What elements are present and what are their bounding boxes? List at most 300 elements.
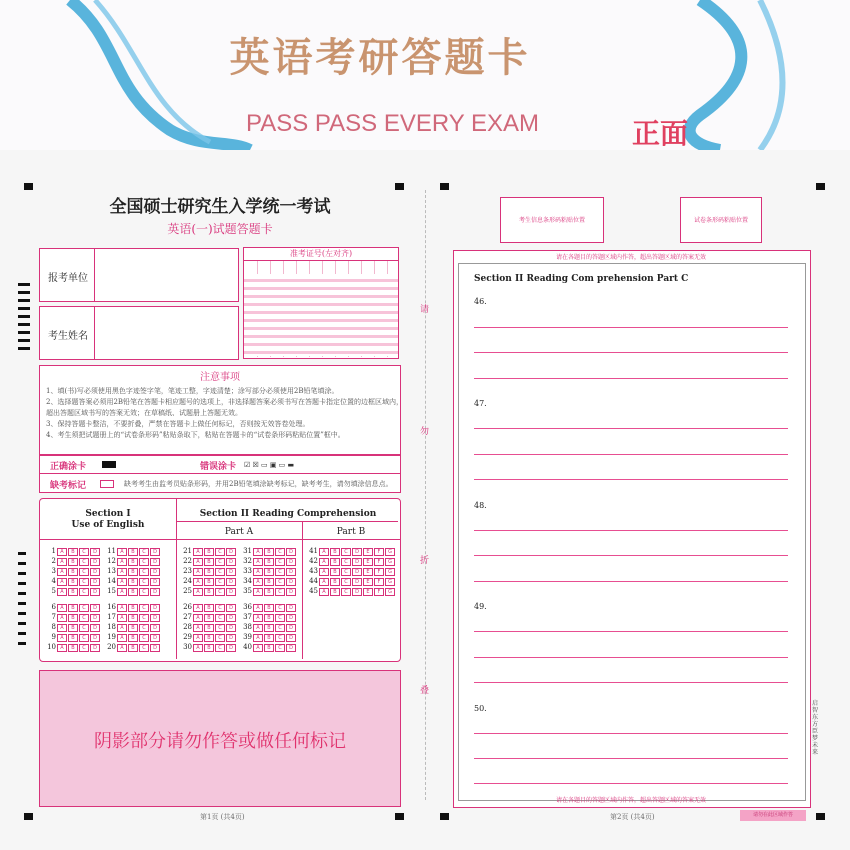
option-bubble[interactable]: A — [253, 604, 263, 612]
option-bubble[interactable]: B — [128, 644, 138, 652]
question-row[interactable] — [104, 603, 160, 612]
option-bubble[interactable]: G — [385, 568, 395, 576]
option-bubble[interactable]: C — [215, 644, 225, 652]
option-bubble[interactable]: C — [79, 558, 89, 566]
option-bubble[interactable]: B — [264, 604, 274, 612]
option-bubble[interactable]: D — [352, 588, 362, 596]
option-bubble[interactable]: D — [150, 578, 160, 586]
question-row[interactable] — [44, 643, 100, 652]
option-bubble[interactable]: C — [79, 588, 89, 596]
option-bubble[interactable]: C — [275, 644, 285, 652]
option-bubble[interactable]: B — [204, 568, 214, 576]
fold-char: 折 — [420, 556, 430, 566]
option-bubble[interactable]: A — [253, 634, 263, 642]
option-bubble[interactable]: A — [117, 558, 127, 566]
question-row[interactable] — [180, 587, 236, 596]
id-bubbles[interactable] — [244, 274, 398, 356]
option-bubble[interactable]: B — [204, 588, 214, 596]
fill-samples — [39, 455, 401, 493]
option-bubble[interactable]: C — [79, 614, 89, 622]
top-warning: 请在各题目的答题区域内作答，超出答题区域的答案无效 — [555, 254, 706, 261]
option-bubble[interactable]: A — [117, 614, 127, 622]
question-row[interactable] — [180, 643, 236, 652]
option-bubble[interactable]: B — [204, 624, 214, 632]
option-bubble[interactable]: C — [79, 634, 89, 642]
question-row[interactable] — [44, 587, 100, 596]
question-row[interactable] — [180, 613, 236, 622]
option-bubble[interactable]: F — [374, 548, 384, 556]
option-bubble[interactable]: A — [57, 548, 67, 556]
option-bubble[interactable]: D — [150, 568, 160, 576]
option-bubble[interactable]: B — [264, 588, 274, 596]
option-bubble[interactable]: B — [128, 614, 138, 622]
answer-line[interactable] — [474, 581, 788, 582]
question-row[interactable] — [44, 603, 100, 612]
option-bubble[interactable]: A — [117, 578, 127, 586]
option-bubble[interactable]: B — [204, 578, 214, 586]
question-row[interactable] — [44, 547, 100, 556]
option-bubble[interactable]: A — [193, 588, 203, 596]
option-bubble[interactable]: C — [139, 568, 149, 576]
question-row[interactable] — [240, 613, 296, 622]
name-field[interactable] — [39, 306, 239, 360]
option-bubble[interactable]: A — [57, 588, 67, 596]
note-line: 2、选择题答案必须用2B铅笔在答题卡相应题号的选项上，非选择题答案必须书写在答题卡指定位置的边框区域内， — [46, 398, 404, 406]
answer-line[interactable] — [474, 631, 788, 632]
option-bubble[interactable]: B — [204, 558, 214, 566]
answer-line[interactable] — [474, 783, 788, 784]
question-row[interactable] — [240, 567, 296, 576]
option-bubble[interactable]: C — [215, 568, 225, 576]
option-bubble[interactable]: B — [128, 578, 138, 586]
option-bubble[interactable]: C — [139, 588, 149, 596]
option-bubble[interactable]: D — [90, 604, 100, 612]
question-row[interactable] — [180, 577, 236, 586]
exam-id-grid[interactable] — [243, 247, 399, 359]
option-bubble[interactable]: C — [139, 624, 149, 632]
question-row[interactable] — [104, 633, 160, 642]
divider — [40, 473, 400, 474]
question-number: 11 — [107, 547, 116, 555]
option-bubble[interactable]: B — [264, 548, 274, 556]
section1-subtitle: Use of English — [71, 520, 145, 530]
option-bubble[interactable]: B — [204, 548, 214, 556]
option-bubble[interactable]: B — [264, 568, 274, 576]
option-bubble[interactable]: A — [117, 604, 127, 612]
question-number: 46. — [474, 297, 487, 306]
timing-mark — [18, 612, 26, 615]
option-bubble[interactable]: C — [215, 558, 225, 566]
option-bubble[interactable]: D — [226, 614, 236, 622]
option-bubble[interactable]: A — [57, 634, 67, 642]
option-bubble[interactable]: D — [226, 558, 236, 566]
question-row[interactable] — [44, 557, 100, 566]
option-bubble[interactable]: B — [128, 634, 138, 642]
option-bubble[interactable]: A — [117, 548, 127, 556]
option-bubble[interactable]: A — [117, 634, 127, 642]
option-bubble[interactable]: A — [193, 614, 203, 622]
option-bubble[interactable]: B — [68, 568, 78, 576]
question-row[interactable] — [240, 587, 296, 596]
option-bubble[interactable]: A — [253, 588, 263, 596]
option-bubble[interactable]: D — [352, 578, 362, 586]
question-number: 41 — [309, 547, 318, 555]
option-bubble[interactable]: B — [128, 558, 138, 566]
option-bubble[interactable]: C — [79, 624, 89, 632]
option-bubble[interactable]: E — [363, 588, 373, 596]
question-row[interactable] — [306, 567, 395, 576]
question-row[interactable] — [180, 603, 236, 612]
question-row[interactable] — [44, 633, 100, 642]
option-bubble[interactable]: A — [193, 634, 203, 642]
absent-mark-box[interactable] — [100, 480, 114, 488]
question-row[interactable] — [240, 633, 296, 642]
question-row[interactable] — [306, 577, 395, 586]
option-bubble[interactable]: B — [68, 604, 78, 612]
divider — [302, 521, 303, 659]
answer-line[interactable] — [474, 530, 788, 531]
question-number: 45 — [309, 587, 318, 595]
question-row[interactable] — [306, 587, 395, 596]
option-bubble[interactable]: D — [226, 634, 236, 642]
option-bubble[interactable]: D — [150, 558, 160, 566]
question-row[interactable] — [180, 557, 236, 566]
option-bubble[interactable]: D — [226, 588, 236, 596]
option-bubble[interactable]: A — [57, 624, 67, 632]
question-number: 16 — [107, 603, 116, 611]
option-bubble[interactable]: C — [341, 548, 351, 556]
option-bubble[interactable]: A — [117, 624, 127, 632]
question-row[interactable] — [306, 547, 395, 556]
divider — [176, 499, 177, 659]
question-row[interactable] — [104, 577, 160, 586]
question-number: 49. — [474, 602, 487, 611]
option-bubble[interactable]: D — [90, 614, 100, 622]
option-bubble[interactable]: A — [57, 644, 67, 652]
option-bubble[interactable]: C — [275, 604, 285, 612]
answer-area[interactable] — [39, 498, 401, 662]
option-bubble[interactable]: C — [79, 644, 89, 652]
option-bubble[interactable]: D — [226, 548, 236, 556]
question-number: 15 — [107, 587, 116, 595]
option-bubble[interactable]: B — [204, 614, 214, 622]
option-bubble[interactable]: G — [385, 578, 395, 586]
option-bubble[interactable]: F — [374, 588, 384, 596]
question-row[interactable] — [240, 577, 296, 586]
option-bubble[interactable]: A — [253, 644, 263, 652]
question-row[interactable] — [44, 567, 100, 576]
question-number: 9 — [51, 633, 56, 641]
option-bubble[interactable]: B — [330, 558, 340, 566]
option-bubble[interactable]: C — [79, 568, 89, 576]
corner-mark — [440, 183, 449, 190]
question-row[interactable] — [180, 547, 236, 556]
option-bubble[interactable]: A — [193, 568, 203, 576]
answer-line[interactable] — [474, 479, 788, 480]
option-bubble[interactable]: A — [57, 568, 67, 576]
question-number: 35 — [243, 587, 252, 595]
option-bubble[interactable]: A — [193, 624, 203, 632]
option-bubble[interactable]: C — [341, 558, 351, 566]
question-row[interactable] — [240, 623, 296, 632]
option-bubble[interactable]: D — [286, 558, 296, 566]
answer-line[interactable] — [474, 758, 788, 759]
option-bubble[interactable]: C — [341, 588, 351, 596]
option-bubble[interactable]: D — [286, 578, 296, 586]
option-bubble[interactable]: A — [319, 588, 329, 596]
question-row[interactable] — [104, 567, 160, 576]
option-bubble[interactable]: C — [139, 634, 149, 642]
answer-line[interactable] — [474, 428, 788, 429]
option-bubble[interactable]: G — [385, 588, 395, 596]
option-bubble[interactable]: B — [264, 578, 274, 586]
question-row[interactable] — [104, 547, 160, 556]
option-bubble[interactable]: A — [253, 568, 263, 576]
option-bubble[interactable]: A — [319, 558, 329, 566]
option-bubble[interactable]: C — [275, 624, 285, 632]
option-bubble[interactable]: B — [128, 588, 138, 596]
option-bubble[interactable]: F — [374, 578, 384, 586]
question-row[interactable] — [44, 613, 100, 622]
option-bubble[interactable]: B — [68, 548, 78, 556]
option-bubble[interactable]: C — [341, 568, 351, 576]
option-bubble[interactable]: A — [117, 588, 127, 596]
banner-subtitle: PASS PASS EVERY EXAM — [246, 110, 540, 137]
question-row[interactable] — [104, 557, 160, 566]
option-bubble[interactable]: B — [264, 558, 274, 566]
option-bubble[interactable]: C — [275, 614, 285, 622]
option-bubble[interactable]: G — [385, 558, 395, 566]
answer-line[interactable] — [474, 378, 788, 379]
answer-line[interactable] — [474, 682, 788, 683]
option-bubble[interactable]: A — [319, 578, 329, 586]
option-bubble[interactable]: A — [57, 614, 67, 622]
option-bubble[interactable]: C — [341, 578, 351, 586]
timing-mark — [18, 562, 26, 565]
question-row[interactable] — [240, 557, 296, 566]
option-bubble[interactable]: B — [204, 644, 214, 652]
question-row[interactable] — [180, 623, 236, 632]
option-bubble[interactable]: D — [90, 578, 100, 586]
timing-mark — [18, 331, 30, 334]
option-bubble[interactable]: C — [275, 548, 285, 556]
option-bubble[interactable]: B — [264, 634, 274, 642]
option-bubble[interactable]: D — [286, 624, 296, 632]
option-bubble[interactable]: A — [193, 548, 203, 556]
option-bubble[interactable]: C — [139, 558, 149, 566]
option-bubble[interactable]: D — [286, 634, 296, 642]
no-mark-area — [39, 670, 401, 807]
option-bubble[interactable]: B — [128, 624, 138, 632]
unit-field[interactable] — [39, 248, 239, 302]
option-bubble[interactable]: B — [68, 588, 78, 596]
notes-title: 注意事项 — [200, 372, 240, 383]
option-bubble[interactable]: B — [68, 624, 78, 632]
option-bubble[interactable]: D — [226, 568, 236, 576]
option-bubble[interactable]: C — [275, 568, 285, 576]
option-bubble[interactable]: C — [215, 624, 225, 632]
question-number: 3 — [51, 567, 56, 575]
option-bubble[interactable]: D — [90, 634, 100, 642]
option-bubble[interactable]: C — [275, 634, 285, 642]
option-bubble[interactable]: A — [57, 578, 67, 586]
option-bubble[interactable]: A — [193, 644, 203, 652]
option-bubble[interactable]: D — [352, 568, 362, 576]
option-bubble[interactable]: E — [363, 578, 373, 586]
option-bubble[interactable]: D — [90, 558, 100, 566]
question-number: 28 — [183, 623, 192, 631]
option-bubble[interactable]: D — [286, 644, 296, 652]
note-line: 超出答题区域书写的答案无效；在草稿纸、试题册上答题无效。 — [46, 409, 242, 417]
option-bubble[interactable]: C — [215, 614, 225, 622]
option-bubble[interactable]: B — [330, 588, 340, 596]
option-bubble[interactable]: C — [215, 604, 225, 612]
option-bubble[interactable]: B — [330, 578, 340, 586]
option-bubble[interactable]: E — [363, 548, 373, 556]
question-row[interactable] — [180, 567, 236, 576]
divider — [40, 539, 400, 540]
option-bubble[interactable]: A — [193, 604, 203, 612]
option-bubble[interactable]: F — [374, 558, 384, 566]
answer-line[interactable] — [474, 327, 788, 328]
option-bubble[interactable]: B — [68, 634, 78, 642]
option-bubble[interactable]: D — [150, 644, 160, 652]
option-bubble[interactable]: D — [286, 588, 296, 596]
option-bubble[interactable]: C — [215, 578, 225, 586]
option-bubble[interactable]: D — [150, 614, 160, 622]
option-bubble[interactable]: C — [215, 548, 225, 556]
option-bubble[interactable]: C — [139, 644, 149, 652]
option-bubble[interactable]: D — [286, 548, 296, 556]
option-bubble[interactable]: D — [150, 624, 160, 632]
option-bubble[interactable]: D — [352, 548, 362, 556]
answer-line[interactable] — [474, 657, 788, 658]
option-bubble[interactable]: A — [57, 558, 67, 566]
option-bubble[interactable]: B — [68, 614, 78, 622]
option-bubble[interactable]: D — [150, 588, 160, 596]
option-bubble[interactable]: D — [226, 578, 236, 586]
option-bubble[interactable]: D — [286, 568, 296, 576]
option-bubble[interactable]: A — [253, 578, 263, 586]
question-row[interactable] — [104, 623, 160, 632]
option-bubble[interactable]: B — [128, 568, 138, 576]
option-bubble[interactable]: C — [275, 558, 285, 566]
option-bubble[interactable]: A — [253, 558, 263, 566]
wrong-fill-sample: ☑ ☒ ▭ ▣ ▭ ▬ — [244, 461, 295, 469]
option-bubble[interactable]: D — [226, 624, 236, 632]
question-row[interactable] — [104, 587, 160, 596]
option-bubble[interactable]: D — [150, 548, 160, 556]
timing-mark — [18, 307, 30, 310]
option-bubble[interactable]: B — [264, 624, 274, 632]
option-bubble[interactable]: B — [330, 548, 340, 556]
answer-line[interactable] — [474, 555, 788, 556]
question-number: 48. — [474, 501, 487, 510]
question-row[interactable] — [240, 547, 296, 556]
question-number: 18 — [107, 623, 116, 631]
option-bubble[interactable]: B — [128, 548, 138, 556]
option-bubble[interactable]: D — [286, 604, 296, 612]
option-bubble[interactable]: B — [264, 614, 274, 622]
option-bubble[interactable]: B — [68, 558, 78, 566]
option-bubble[interactable]: E — [363, 568, 373, 576]
option-bubble[interactable]: A — [253, 614, 263, 622]
option-bubble[interactable]: B — [330, 568, 340, 576]
option-bubble[interactable]: A — [253, 548, 263, 556]
option-bubble[interactable]: A — [117, 568, 127, 576]
option-bubble[interactable]: D — [286, 614, 296, 622]
option-bubble[interactable]: C — [215, 634, 225, 642]
question-row[interactable] — [180, 633, 236, 642]
option-bubble[interactable]: D — [226, 644, 236, 652]
option-bubble[interactable]: B — [68, 644, 78, 652]
option-bubble[interactable]: C — [275, 588, 285, 596]
question-number: 50. — [474, 704, 487, 713]
question-row[interactable] — [104, 613, 160, 622]
option-bubble[interactable]: D — [90, 548, 100, 556]
answer-line[interactable] — [474, 352, 788, 353]
option-bubble[interactable]: A — [319, 568, 329, 576]
name-label: 考生姓名 — [48, 331, 88, 342]
option-bubble[interactable]: C — [79, 548, 89, 556]
option-bubble[interactable]: B — [204, 604, 214, 612]
option-bubble[interactable]: E — [363, 558, 373, 566]
option-bubble[interactable]: F — [374, 568, 384, 576]
option-bubble[interactable]: D — [352, 558, 362, 566]
option-bubble[interactable]: C — [139, 548, 149, 556]
option-bubble[interactable]: A — [193, 578, 203, 586]
answer-line[interactable] — [474, 454, 788, 455]
option-bubble[interactable]: D — [90, 588, 100, 596]
option-bubble[interactable]: G — [385, 548, 395, 556]
option-bubble[interactable]: C — [139, 578, 149, 586]
option-bubble[interactable]: B — [264, 644, 274, 652]
question-row[interactable] — [306, 557, 395, 566]
option-bubble[interactable]: A — [253, 624, 263, 632]
banner — [0, 0, 850, 150]
writing-area[interactable] — [453, 250, 811, 808]
question-row[interactable] — [240, 603, 296, 612]
option-bubble[interactable]: D — [150, 634, 160, 642]
option-bubble[interactable]: B — [204, 634, 214, 642]
option-bubble[interactable]: A — [57, 604, 67, 612]
question-row[interactable] — [44, 623, 100, 632]
question-row[interactable] — [240, 643, 296, 652]
option-bubble[interactable]: A — [193, 558, 203, 566]
option-bubble[interactable]: D — [150, 604, 160, 612]
question-row[interactable] — [44, 577, 100, 586]
option-bubble[interactable]: C — [79, 578, 89, 586]
option-bubble[interactable]: C — [139, 604, 149, 612]
option-bubble[interactable]: D — [90, 624, 100, 632]
option-bubble[interactable]: A — [117, 644, 127, 652]
option-bubble[interactable]: D — [90, 644, 100, 652]
option-bubble[interactable]: C — [215, 588, 225, 596]
corner-mark — [395, 183, 404, 190]
option-bubble[interactable]: D — [226, 604, 236, 612]
option-bubble[interactable]: C — [139, 614, 149, 622]
option-bubble[interactable]: A — [319, 548, 329, 556]
option-bubble[interactable]: C — [79, 604, 89, 612]
question-number: 32 — [243, 557, 252, 565]
option-bubble[interactable]: C — [275, 578, 285, 586]
option-bubble[interactable]: B — [68, 578, 78, 586]
answer-line[interactable] — [474, 733, 788, 734]
option-bubble[interactable]: B — [128, 604, 138, 612]
question-row[interactable] — [104, 643, 160, 652]
option-bubble[interactable]: D — [90, 568, 100, 576]
question-number: 38 — [243, 623, 252, 631]
